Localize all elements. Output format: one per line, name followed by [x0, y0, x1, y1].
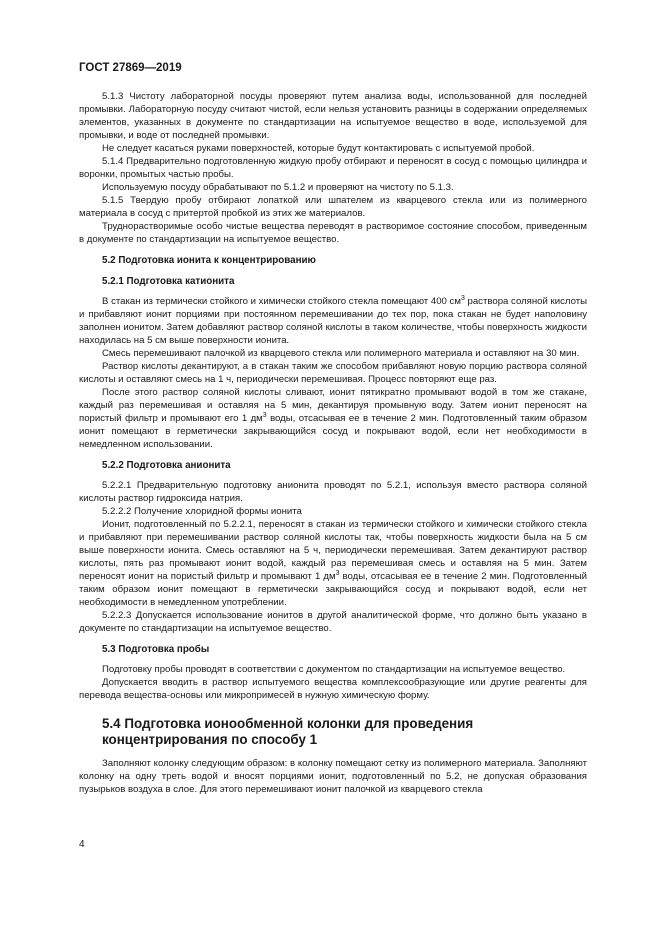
- paragraph-5-1-4: 5.1.4 Предварительно подготовленную жидкую пробу отбирают и переносят в сосуд с помощью цилиндра и воронки, промытых частью пробы.: [79, 156, 587, 180]
- paragraph-5-1-3: 5.1.3 Чистоту лабораторной посуды проверяют путем анализа воды, использованной для последней промывки. Лабораторную посуду считают чистой, если нельзя установить разницы в содержании определяемых элементов, указанных в документе по стандартизации на испытуемое вещество в воде, используемой для промывки, и воде от последней промывки.: [79, 91, 587, 141]
- paragraph-5-2-2-2: 5.2.2.2 Получение хлоридной формы ионита: [102, 506, 302, 517]
- text-part: воды, отсасывая ее в течение 2 мин. Подготовленный таким образом ионит помещают в герметически закрывающийся сосуд и покрывают водой, если нет необходимости в немедленном употреблении.: [79, 571, 587, 608]
- paragraph-5-2-1-c: Раствор кислоты декантируют, а в стакан таким же способом прибавляют новую порцию раствора соляной кислоты и оставляют смесь на 1 ч, периодически перемешивая. Процесс повторяют еще раз.: [79, 361, 587, 385]
- heading-5-3: 5.3 Подготовка пробы: [102, 644, 210, 655]
- superscript: 3: [460, 294, 465, 302]
- text-part: воды, отсасывая ее в течение 2 мин. Подготовленный таким образом ионит помещают в герметически закрывающийся сосуд и покрывают водой, если нет необходимости в немедленном использовании.: [79, 413, 587, 450]
- paragraph-5-1-5: 5.1.5 Твердую пробу отбирают лопаткой или шпателем из кварцевого стекла или из полимерного материала в сосуд с притертой пробкой из этих же материалов.: [79, 195, 587, 219]
- text-part: Ионит, подготовленный по 5.2.2.1, переносят в стакан из термически стойкого и химически стойкого стекла и прибавляют при перемешивании раствор соляной кислоты так, чтобы поверхность жидкости была на 5 см выше поверхности ионита. Смесь оставляют на 5 ч, периодически перемешивая. Затем декантируют раствор кислоты, пять раз промывают ионит водой, каждый раз перемешивая смесь и оставляя на 5 мин. Затем переносят ионит на пористый фильтр и промывают 1 дм: [79, 519, 587, 582]
- paragraph-5-3-a: Подготовку пробы проводят в соответствии с документом по стандартизации на испытуемое вещество.: [102, 664, 566, 675]
- text-part: раствора соляной кислоты и прибавляют ионит порциями при постоянном перемешивании до тех пор, пока стакан не будет наполовину заполнен ионитом. Затем добавляют раствор соляной кислоты в таком количестве, чтобы поверхность жидкости находилась на 5 см выше поверхности ионита.: [79, 296, 587, 346]
- document-code-header: ГОСТ 27869—2019: [79, 62, 182, 74]
- heading-5-2-2: 5.2.2 Подготовка анионита: [102, 460, 231, 471]
- paragraph-5-4: Заполняют колонку следующим образом: в колонку помещают сетку из полимерного материала. Заполняют колонку на одну треть водой и вносят порциями ионит, подготовленный по 5.2, не допуская образования пузырьков воздуха в слое. Для этого перемешивают ионит палочкой из кварцевого стекла: [79, 758, 587, 795]
- heading-5-2: 5.2 Подготовка ионита к концентрированию: [102, 255, 316, 266]
- page-number: 4: [79, 839, 85, 850]
- paragraph-5-2-1-d: [79, 386, 587, 451]
- paragraph-5-3-b: Допускается вводить в раствор испытуемого вещества комплексообразующие или другие реагенты для перевода вещества-основы или микропримесей в нужную химическую форму.: [79, 677, 587, 701]
- paragraph-5-2-2-1: 5.2.2.1 Предварительную подготовку анионита проводят по 5.2.1, используя вместо раствора соляной кислоты раствор гидроксида натрия.: [79, 480, 587, 504]
- paragraph-5-1-5-note: Труднорастворимые особо чистые вещества переводят в растворимое состояние способом, приведенным в документе по стандартизации на испытуемое вещество.: [79, 221, 587, 245]
- paragraph-5-1-4-note: Используемую посуду обрабатывают по 5.1.2 и проверяют на чистоту по 5.1.3.: [102, 182, 454, 193]
- text-part: После этого раствор соляной кислоты сливают, ионит пятикратно промывают водой в том же стакане, каждый раз перемешивая и оставляя на 5 мин, декантируя промывную воду. Затем ионит переносят на пористый фильтр и промывают его 1 дм: [79, 387, 587, 424]
- paragraph-5-1-3-note: Не следует касаться руками поверхностей, которые будут контактировать с испытуемой пробой.: [102, 143, 535, 154]
- heading-5-2-1: 5.2.1 Подготовка катионита: [102, 276, 235, 287]
- paragraph-5-2-2-3: 5.2.2.3 Допускается использование ионитов в другой аналитической форме, что должно быть указано в документе по стандартизации на испытуемое вещество.: [79, 610, 587, 634]
- heading-5-4: 5.4 Подготовка ионообменной колонки для проведения концентрирования по способу 1: [102, 716, 474, 747]
- text-part: В стакан из термически стойкого и химически стойкого стекла помещают 400 см: [102, 296, 461, 307]
- paragraph-5-2-1-a: [79, 295, 587, 347]
- paragraph-5-2-2-2-body: [79, 518, 587, 609]
- superscript: 3: [262, 411, 267, 419]
- paragraph-5-2-1-b: Смесь перемешивают палочкой из кварцевого стекла или полимерного материала и оставляют на 30 мин.: [102, 348, 580, 359]
- superscript: 3: [335, 569, 340, 577]
- document-body: [79, 90, 587, 796]
